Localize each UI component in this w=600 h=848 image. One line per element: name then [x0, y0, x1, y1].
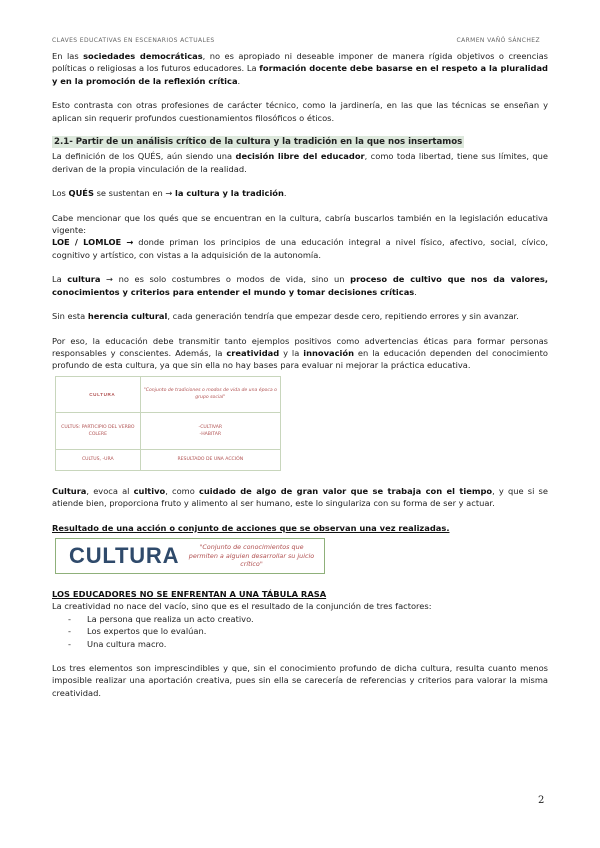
header-left: CLAVES EDUCATIVAS EN ESCENARIOS ACTUALES	[52, 37, 215, 44]
paragraph-ques-culture: Los QUÉS se sustentan en → la cultura y la tradición.	[52, 188, 287, 199]
culture-box-title: CULTURA	[69, 542, 180, 568]
paragraph-technical-professions: Esto contrasta con otras profesiones de carácter técnico, como la jardinería, en las que las técnicas se enseñan y aplican sin requerir profundos cuestionamientos filosóficos o éticos.	[52, 100, 548, 123]
paragraph-culture-cultivation: Cultura, evoca al cultivo, como cuidado de algo de gran valor que se trabaja con el tiempo, y que si se atiende bien, proporciona fruto y alimento al ser humano, este lo singulariza con su forma de ser y actuar.	[52, 485, 548, 509]
culture-table-cell: -CULTIVAR -HABITAR	[140, 412, 280, 449]
paragraph-democratic-societies: En las sociedades democráticas, no es apropiado ni deseable imponer de manera rígida objetivos o creencias políticas o religiosas a los futuros educadores. La formación docente debe basarse en el respeto a la pluralidad y en la promoción de la reflexión crítica.	[52, 51, 548, 86]
culture-table-cell: RESULTADO DE UNA ACCIÓN	[140, 449, 280, 470]
paragraph-creativity-factors: La creatividad no nace del vacío, sino que es el resultado de la conjunción de tres factores:	[52, 601, 432, 612]
paragraph-education-transmit: Por eso, la educación debe transmitir tanto ejemplos positivos como advertencias éticas para formar personas responsables y conscientes. Además, la creatividad y la innovación en la educación dependen del conocimiento profundo de esta cultura, ya que sin ella no hay bases para evaluar ni mejorar la práctica educativa.	[52, 335, 548, 371]
culture-table-title: CULTURA	[56, 376, 141, 412]
heading-tabula-rasa: LOS EDUCADORES NO SE ENFRENTAN A UNA TÁBULA RASA	[52, 588, 327, 599]
list-item: - Los expertos que lo evalúan.	[52, 625, 548, 637]
page-number: 2	[538, 795, 545, 806]
paragraph-three-elements: Los tres elementos son imprescindibles y que, sin el conocimiento profundo de dicha cultura, resulta cuanto menos imposible realizar una aportación creativa, pues sin ella se carecería de referencias y criterios para valorar la misma creatividad.	[52, 662, 548, 698]
culture-table-quote: "Conjunto de tradiciones o modos de vida de una época o grupo social"	[140, 376, 280, 412]
list-item: - La persona que realiza un acto creativo.	[52, 613, 548, 625]
culture-box-quote: "Conjunto de conocimientos que permiten a alguien desarrollar su juicio crítico"	[188, 543, 315, 569]
paragraph-cultural-heritage: Sin esta herencia cultural, cada generación tendría que empezar desde cero, repitiendo errores y sin avanzar.	[52, 311, 519, 322]
section-heading: 2.1- Partir de un análisis crítico de la cultura y la tradición en la que nos insertamos	[54, 137, 463, 148]
underlined-heading: Resultado de una acción o conjunto de acciones que se observan una vez realizadas.	[52, 522, 450, 533]
culture-table-cell: CULTUS: PARTICIPIO DEL VERBO COLERE	[56, 412, 141, 449]
paragraph-legislation: Cabe mencionar que los qués que se encuentran en la cultura, cabría buscarlos también en la legislación educativa vigente: LOE / LOMLOE → donde priman los principios de una educación integral a nivel físico, afectivo, social, cívico, cognitivo y artístico, con vistas a la adquisición de la autonomía.	[52, 212, 548, 260]
factors-list	[52, 613, 548, 650]
culture-table-image	[55, 376, 281, 471]
paragraph-culture-definition: La cultura → no es solo costumbres o modos de vida, sino un proceso de cultivo que nos da valores, conocimientos y criterios para entender el mundo y tomar decisiones críticas.	[52, 274, 548, 297]
culture-box-image	[55, 538, 325, 574]
culture-table-cell: CULTUS, -URA	[56, 449, 141, 470]
list-item: - Una cultura macro.	[52, 638, 548, 650]
paragraph-ques-definition: La definición de los QUÉS, aún siendo una decisión libre del educador, como toda libertad, tiene sus límites, que derivan de la propia vinculación de la realidad.	[52, 151, 548, 174]
header-right: CARMEN VAÑÓ SÁNCHEZ	[456, 37, 540, 44]
page-content	[52, 50, 548, 711]
